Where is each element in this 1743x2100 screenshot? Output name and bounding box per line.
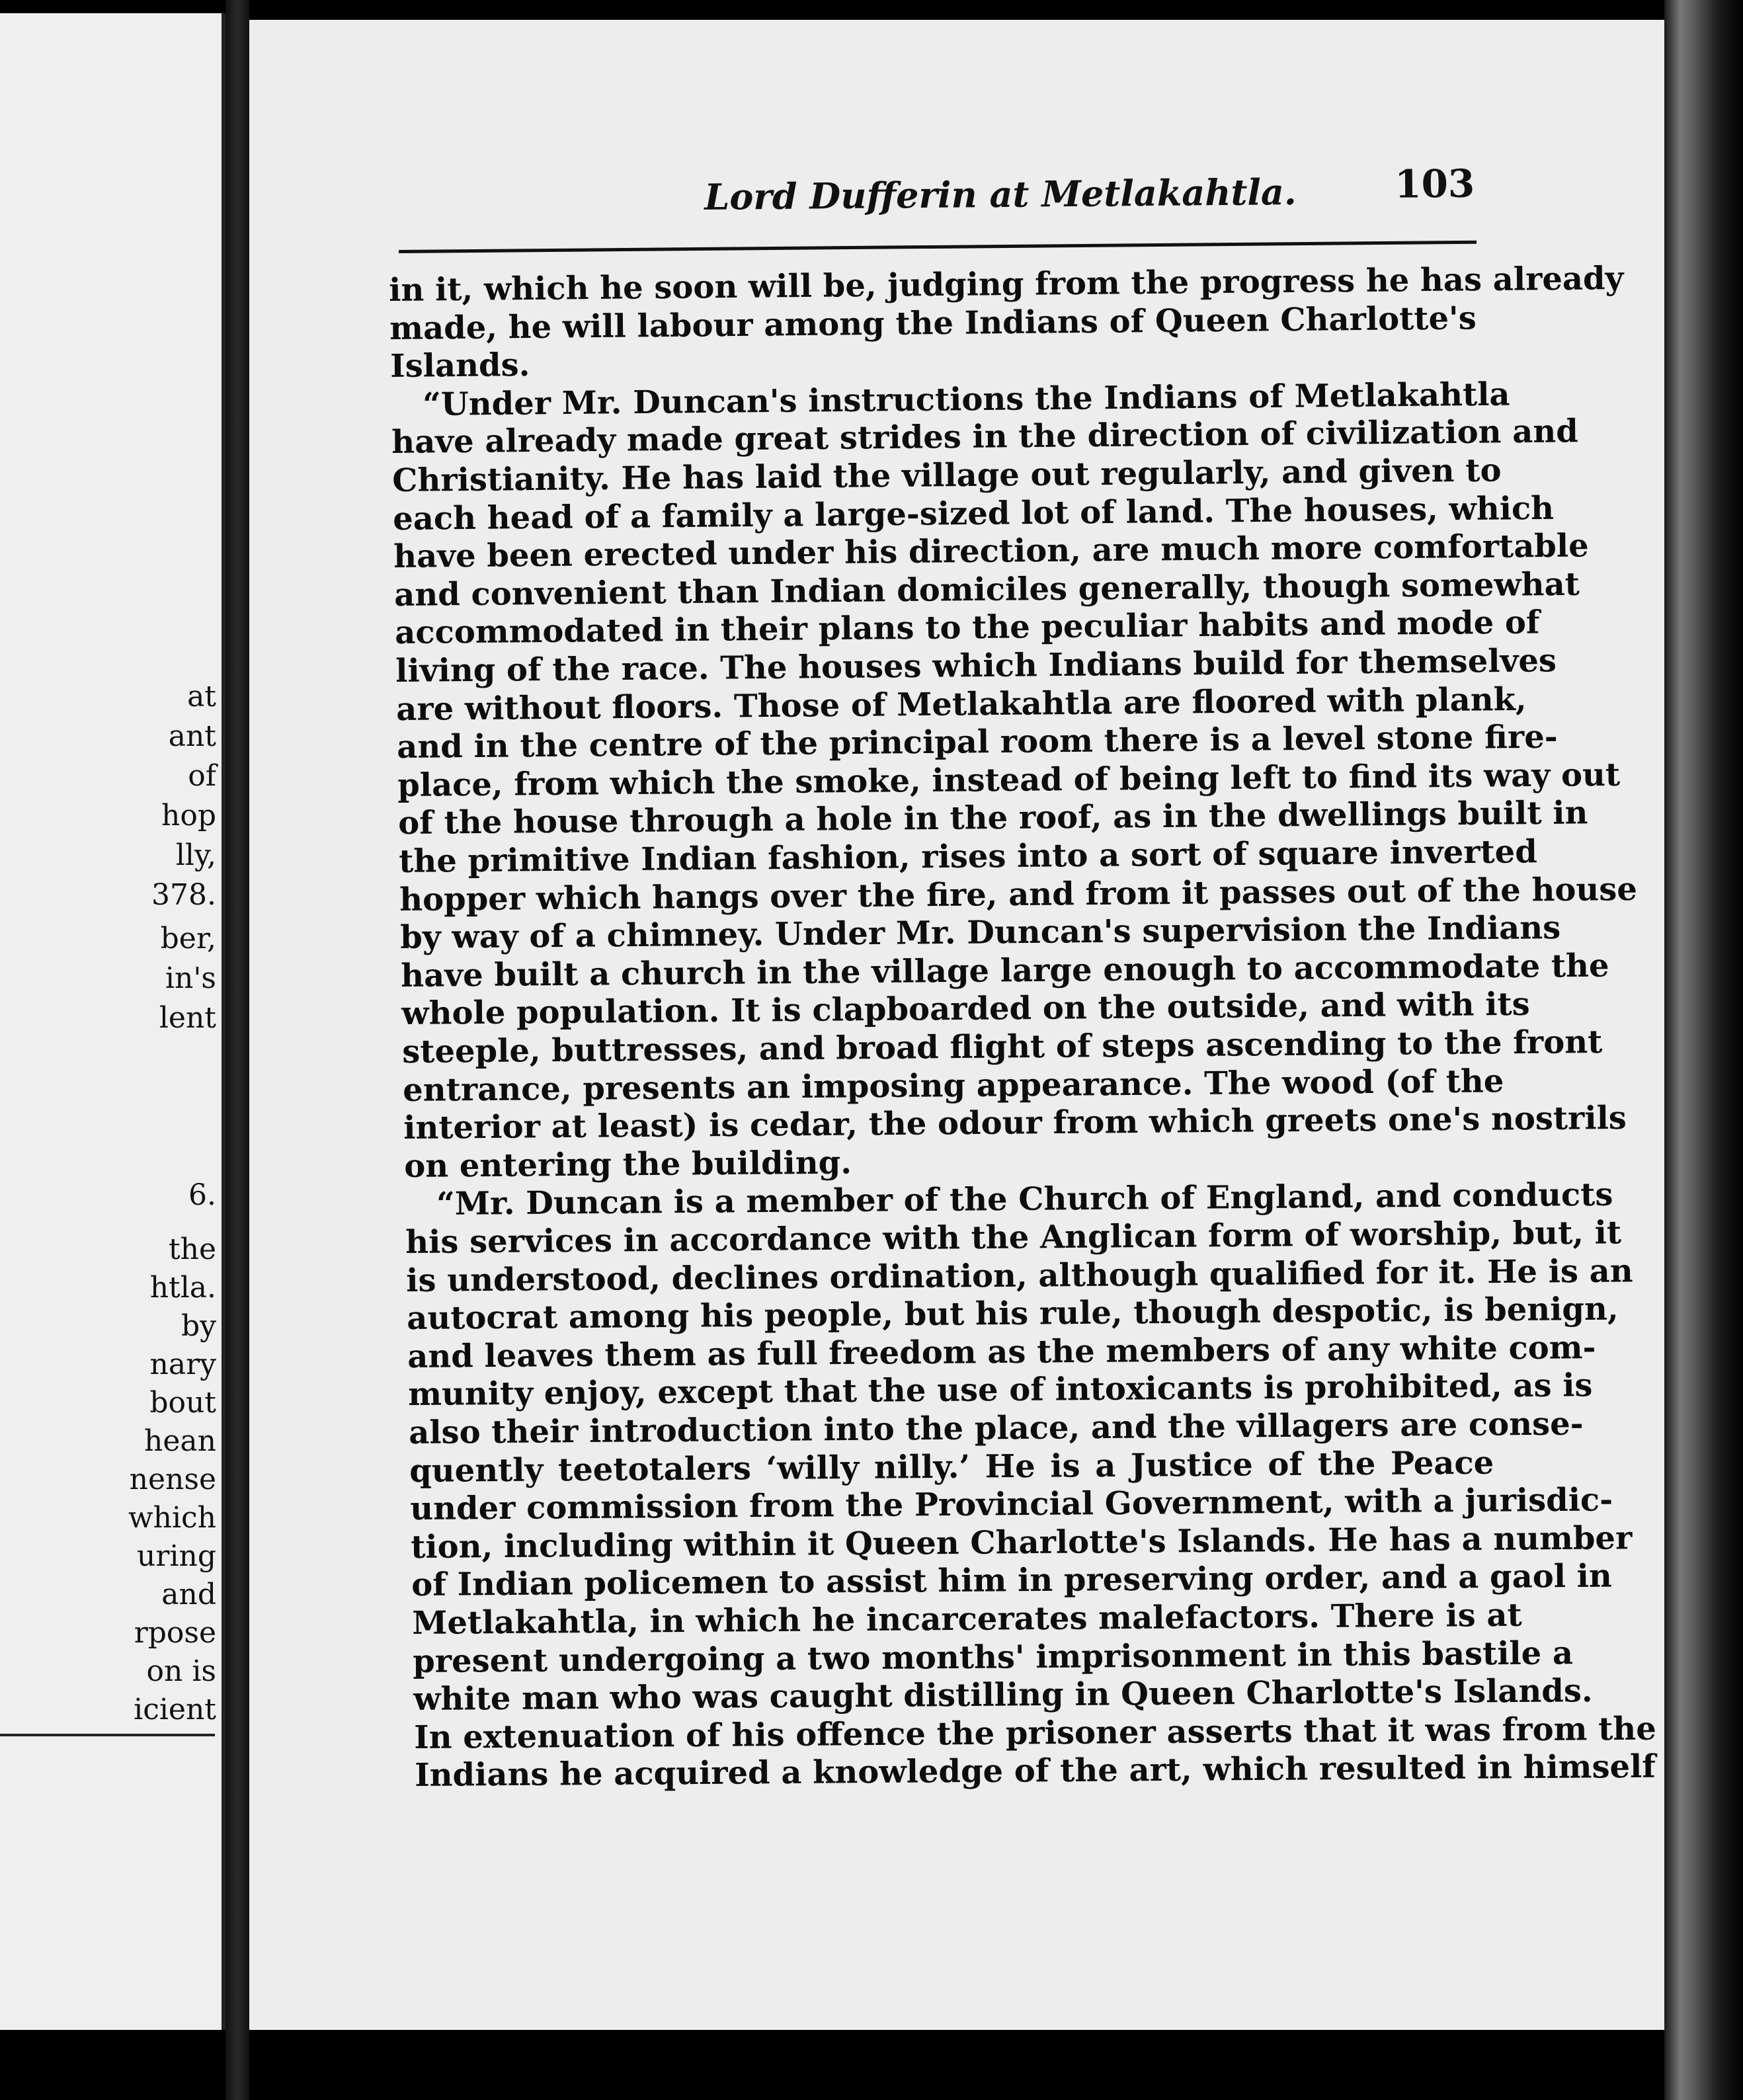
text-line: quently teetotalers ‘willy nilly.’ He is a Justice of the Peace [409,1444,1494,1490]
left-fragment: lly, [175,838,216,872]
text-line: have built a church in the village large enough to accommodate the [401,947,1609,994]
left-fragment: which [128,1501,216,1535]
left-fragment: and [161,1578,216,1611]
text-line: whole population. It is clapboarded on the outside, and with its [401,986,1530,1033]
left-fragment: uring [137,1539,216,1573]
left-fragment: icient [134,1693,216,1726]
left-fragment: bout [149,1386,216,1420]
text-line: of the house through a hole in the roof, as in the dwellings built in [398,794,1588,842]
text-line: interior at least) is cedar, the odour from which greets one's nostrils [403,1100,1627,1147]
left-fragment: at [187,680,216,713]
running-header [390,161,1475,223]
text-line: and leaves them as full freedom as the members of any white com- [407,1328,1596,1375]
running-title: Lord Dufferin at Metlakahtla. [704,171,1297,218]
text-line: Islands. [390,346,530,385]
text-line: his services in accordance with the Anglican form of worship, but, it [405,1214,1622,1261]
left-fragment: lent [159,1001,216,1035]
text-line: the primitive Indian fashion, rises into a sort of square inverted [399,833,1538,880]
left-fragment: of [188,759,216,793]
left-fragment: nense [129,1463,216,1496]
text-line: accommodated in their plans to the peculiar habits and mode of [395,604,1540,652]
left-fragment: in's [165,961,216,995]
text-line: Indians he acquired a knowledge of the art, which resulted in himself [415,1748,1656,1795]
text-line: in it, which he soon will be, judging from the progress he has already [389,260,1624,309]
text-line: and convenient than Indian domiciles generally, though somewhat [394,565,1580,614]
text-line: present undergoing a two months' imprisonment in this bastile a [413,1634,1574,1680]
text-line: also their introduction into the place, and the villagers are conse- [409,1405,1584,1451]
text-line: entrance, presents an imposing appearance. The wood (of the [403,1062,1504,1109]
text-line: Christianity. He has laid the village out regularly, and given to [392,452,1502,499]
text-line: place, from which the smoke, instead of being left to find its way out [397,756,1621,804]
text-line: hopper which hangs over the fire, and from it passes out of the house [399,870,1638,918]
left-fragment: hean [144,1424,216,1458]
left-fragment: 6. [188,1178,216,1212]
text-line: white man who was caught distilling in Queen Charlotte's Islands. [413,1672,1593,1718]
text-line: by way of a chimney. Under Mr. Duncan's supervision the Indians [400,909,1561,957]
page-number: 103 [1394,161,1475,207]
text-line: “Mr. Duncan is a member of the Church of England, and conducts [436,1176,1613,1223]
text-line: on entering the building. [404,1144,852,1185]
text-line: steeple, buttresses, and broad flight of steps ascending to the front [402,1023,1603,1070]
text-line: munity enjoy, except that the use of intoxicants is prohibited, as is [408,1367,1593,1414]
text-line: Metlakahtla, in which he incarcerates malefactors. There is at [412,1596,1522,1642]
left-fragment: htla. [149,1271,216,1305]
text-line: made, he will labour among the Indians of Queen Charlotte's [389,299,1477,347]
text-line: “Under Mr. Duncan's instructions the Indians of Metlakahtla [423,376,1510,423]
left-fragment: ber, [160,922,216,955]
text-line: tion, including within it Queen Charlotte's Islands. He has a number [411,1519,1633,1566]
text-line: have been erected under his direction, are much more comfortable [393,527,1589,576]
left-fragment: nary [149,1348,216,1381]
text-line: of Indian policemen to assist him in preserving order, and a gaol in [411,1558,1613,1604]
left-fragment: ant [168,719,216,753]
text-line: each head of a family a large-sized lot of land. The houses, which [393,489,1555,538]
text-line: autocrat among his people, but his rule, though despotic, is benign, [407,1290,1619,1338]
text-line: and in the centre of the principal room there is a level stone fire- [397,718,1558,766]
text-line: living of the race. The houses which Indians build for themselves [395,642,1557,690]
text-line: under commission from the Provincial Government, with a jurisdic- [410,1481,1613,1528]
left-fragment: rpose [134,1616,216,1650]
book-gutter [225,0,249,2100]
text-line: have already made great strides in the direction of civilization and [391,413,1579,462]
left-fragment: by [181,1309,216,1343]
text-line: are without floors. Those of Metlakahtla are floored with plank, [396,680,1527,728]
left-fragment: hop [161,799,216,832]
left-page-rule [0,1734,215,1736]
text-line: is understood, declines ordination, although qualified for it. He is an [406,1252,1633,1299]
left-fragment: the [168,1232,216,1266]
left-fragment: 378. [151,878,216,912]
left-fragment: on is [146,1654,216,1688]
page-stack-edge [1664,0,1743,2100]
text-line: In extenuation of his offence the prisoner asserts that it was from the [414,1710,1656,1756]
previous-page-edge [0,13,225,2030]
